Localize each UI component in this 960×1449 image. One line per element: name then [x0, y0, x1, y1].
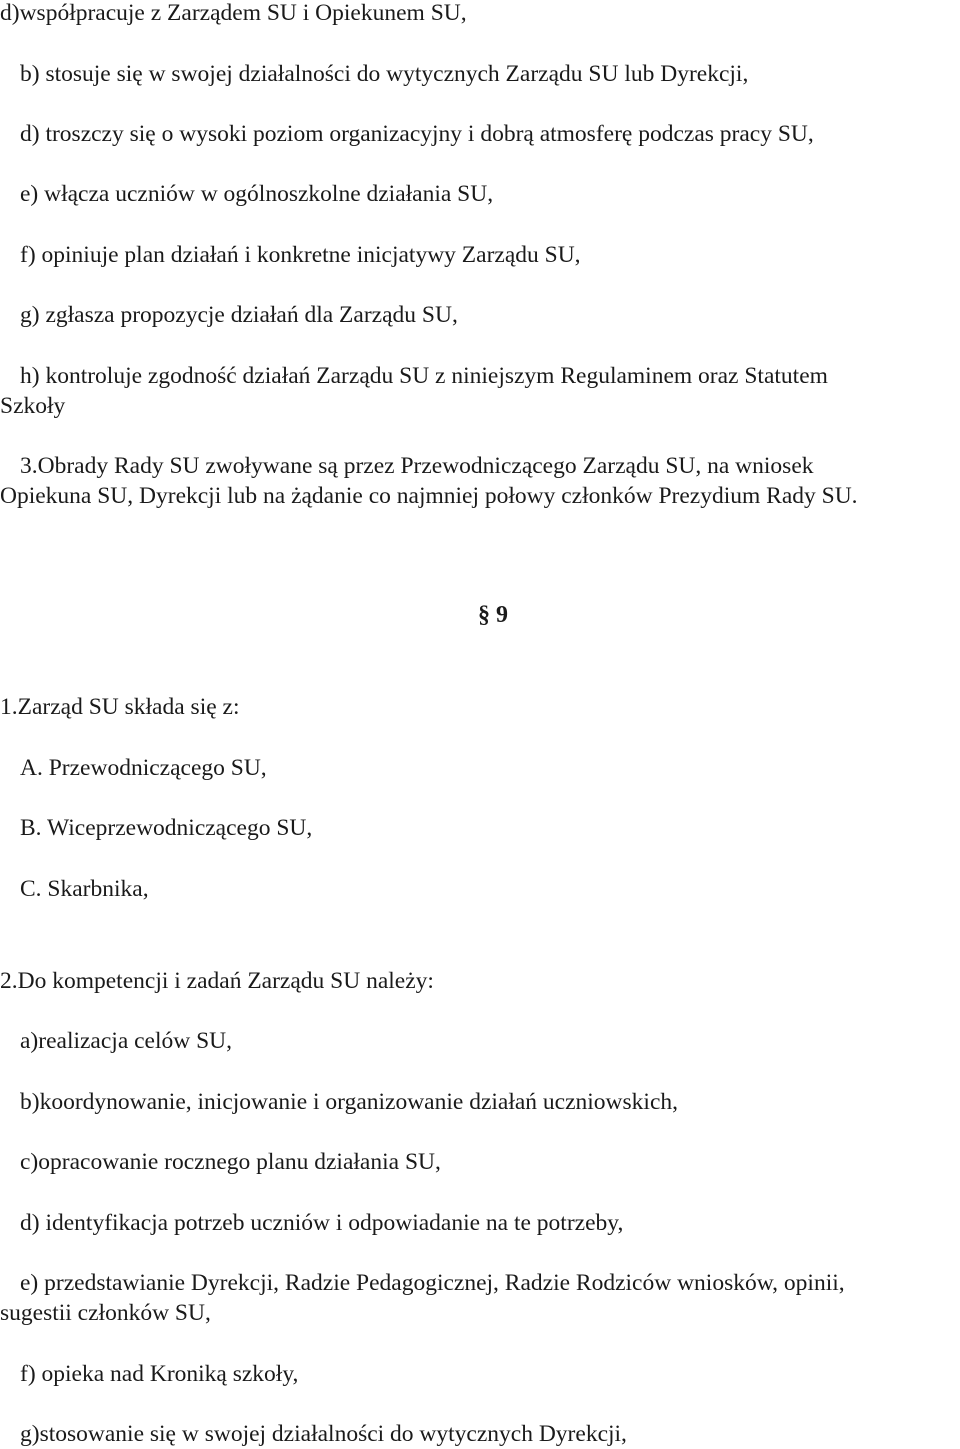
list-item: g) zgłasza propozycje działań dla Zarządu SU,	[20, 302, 458, 328]
list-item: d) identyfikacja potrzeb uczniów i odpowiadanie na te potrzeby,	[20, 1210, 624, 1236]
list-item-line: e) przedstawianie Dyrekcji, Radzie Pedagogicznej, Radzie Rodziców wniosków, opinii,	[20, 1270, 845, 1296]
list-item: d) troszczy się o wysoki poziom organizacyjny i dobrą atmosferę podczas pracy SU,	[20, 121, 814, 147]
list-item: e) włącza uczniów w ogólnoszkolne działania SU,	[20, 181, 494, 207]
list-item: f) opiniuje plan działań i konkretne inicjatywy Zarządu SU,	[20, 242, 581, 268]
list-item-line: h) kontroluje zgodność działań Zarządu SU z niniejszym Regulaminem oraz Statutem	[20, 363, 828, 389]
list-item: b)koordynowanie, inicjowanie i organizowanie działań uczniowskich,	[20, 1089, 679, 1115]
list-item: d)współpracuje z Zarządem SU i Opiekunem SU,	[0, 0, 467, 26]
section-heading: § 9	[478, 602, 508, 628]
list-item: b) stosuje się w swojej działalności do wytycznych Zarządu SU lub Dyrekcji,	[20, 61, 749, 87]
list-item: a)realizacja celów SU,	[20, 1028, 233, 1054]
member-item: A. Przewodniczącego SU,	[20, 755, 267, 781]
zarzad-heading: 1.Zarząd SU składa się z:	[0, 694, 240, 720]
list-item-line: sugestii członków SU,	[0, 1300, 211, 1326]
list-item: f) opieka nad Kroniką szkoły,	[20, 1361, 299, 1387]
member-item: B. Wiceprzewodniczącego SU,	[20, 815, 313, 841]
member-item: C. Skarbnika,	[20, 876, 149, 902]
kompetencje-heading: 2.Do kompetencji i zadań Zarządu SU należy:	[0, 968, 434, 994]
paragraph-line: Opiekuna SU, Dyrekcji lub na żądanie co najmniej połowy członków Prezydium Rady SU.	[0, 483, 858, 509]
list-item-e	[0, 1268, 845, 1328]
list-item: g)stosowanie się w swojej działalności do wytycznych Dyrekcji,	[20, 1421, 627, 1447]
paragraph-3	[0, 451, 858, 511]
list-item-line: Szkoły	[0, 393, 66, 419]
paragraph-line: 3.Obrady Rady SU zwoływane są przez Przewodniczącego Zarządu SU, na wniosek	[20, 453, 814, 479]
list-item: c)opracowanie rocznego planu działania SU,	[20, 1149, 441, 1175]
list-item-h	[0, 361, 828, 421]
